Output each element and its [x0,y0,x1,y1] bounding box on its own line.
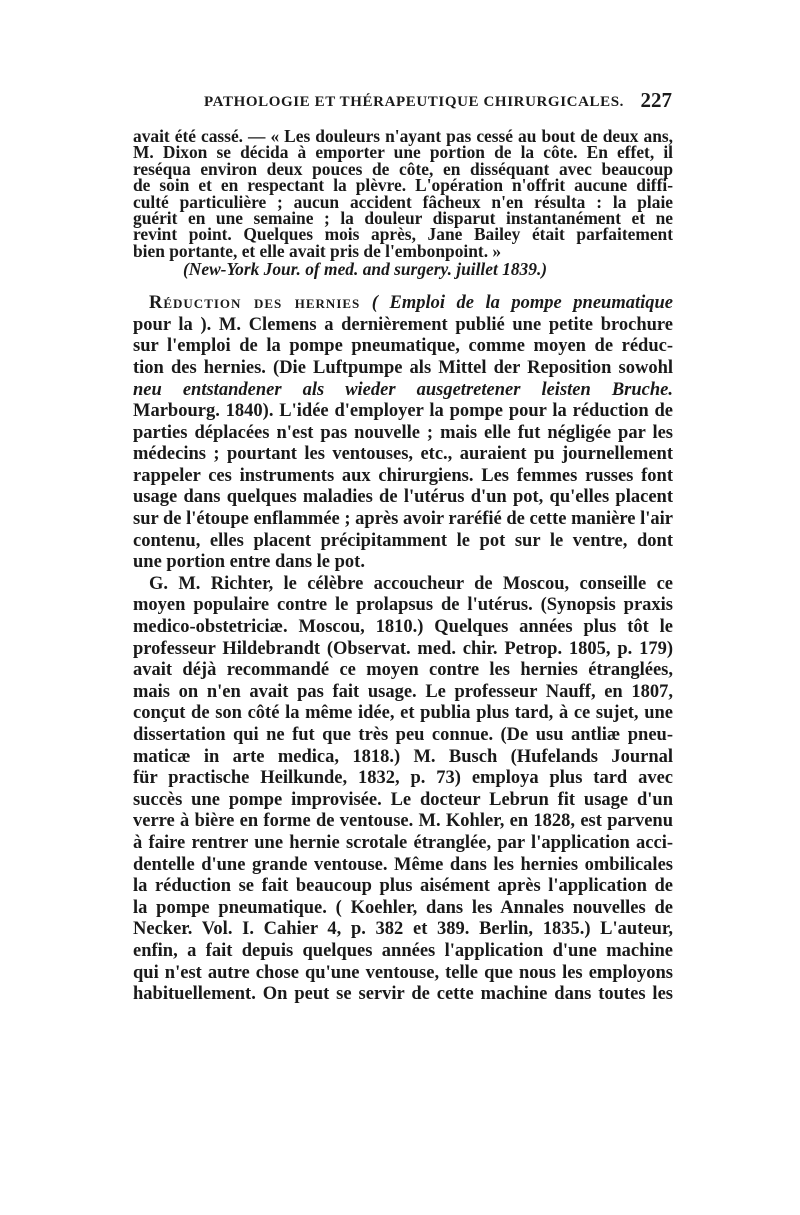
text-line: qui n'est autre chose qu'une ventouse, telle que nous les employons [133,962,673,983]
text-line: pour la ). M. Clemens a dernièrement publié une petite brochure [133,314,673,335]
text-line: médecins ; pourtant les ventouses, etc., auraient pu journellement [133,444,673,465]
text-line: rappeler ces instruments aux chirurgiens. Les femmes russes font [133,465,673,486]
paragraph-richter [133,574,673,1006]
text-line: maticæ in arte medica, 1818.) M. Busch (Hufelands Journal [133,746,673,767]
text-line: sur de l'étoupe enflammée ; après avoir raréfié de cette manière l'air [133,509,673,530]
text-line: mais on n'en avait pas fait usage. Le professeur Nauff, en 1807, [133,681,673,702]
text-line: avait déjà recommandé ce moyen contre les hernies étranglées, [133,660,673,681]
text-line: une portion entre dans le pot. [133,552,365,573]
page-header [130,88,672,122]
text-line: medico-obstetriciæ. Moscou, 1810.) Quelques années plus tôt le [133,617,673,638]
section-heading-line [133,293,673,315]
text-line: reséqua environ deux pouces de côte, en disséquant avec beaucoup [133,158,673,179]
page-number: 227 [640,88,672,112]
text-line: à faire rentrer une hernie scrotale étranglée, par l'application acci- [133,832,673,853]
paragraph-dixon-case [133,128,673,279]
text-line: la réduction se fait beaucoup plus aisément après l'application de [133,876,673,897]
text-line: usage dans quelques maladies de l'utérus d'un pot, qu'elles placent [133,487,673,508]
source-citation: (New-York Jour. of med. and surgery. juillet 1839.) [183,259,548,280]
text-line: professeur Hildebrandt (Observat. med. chir. Petrop. 1805, p. 179) [133,638,673,659]
text-line: M. Dixon se décida à emporter une portion de la côte. En effet, il [133,142,673,163]
text-line: bien portante, et elle avait pris de l'embonpoint. » [133,240,502,261]
text-line: moyen populaire contre le prolapsus de l'utérus. (Synopsis praxis [133,595,673,616]
text-line: la pompe pneumatique. ( Koehler, dans les Annales nouvelles de [133,897,673,918]
text-line: guérit en une semaine ; la douleur disparut instantanément et ne [133,207,673,228]
text-line: parties déplacées n'est pas nouvelle ; mais elle fut négligée par les [133,422,673,443]
text-line: tion des hernies. (Die Luftpumpe als Mittel der Reposition sowohl [133,357,673,378]
text-line: contenu, elles placent précipitamment le pot sur le ventre, dont [133,530,673,551]
section-title: Réduction des hernies [149,293,361,314]
text-line: avait été cassé. — « Les douleurs n'ayant pas cessé au bout de deux ans, [133,126,673,146]
text-line: Marbourg. 1840). L'idée d'employer la pompe pour la réduction de [133,401,673,422]
text-line: neu entstandener als wieder ausgetretener leisten Bruche. [133,379,673,400]
text-line: enfin, a fait depuis quelques années l'application d'une machine [133,940,673,961]
text-line: Necker. Vol. I. Cahier 4, p. 382 et 389. Berlin, 1835.) L'auteur, [133,919,673,940]
paragraph-hernia-reduction [133,293,673,574]
text-line: G. M. Richter, le célèbre accoucheur de Moscou, conseille ce [149,573,673,594]
text-line: revint point. Quelques mois après, Jane Bailey était parfaitement [133,224,673,245]
text-line: conçut de son côté la même idée, et publia plus tard, à ce sujet, une [133,703,673,724]
text-line: verre à bière en forme de ventouse. M. Kohler, en 1828, est parvenu [133,811,673,832]
text-line: für practische Heilkunde, 1832, p. 73) employa plus tard avec [133,768,673,789]
text-line: culté particulière ; aucun accident fâcheux n'en résulta : la plaie [133,191,673,212]
text-line: habituellement. On peut se servir de cette machine dans toutes les [133,984,673,1005]
section-subtitle: ( Emploi de la pompe pneumatique [360,293,673,314]
body-text [133,128,673,1006]
text-line: de soin et en respectant la plèvre. L'opération n'offrit aucune diffi- [133,175,673,196]
text-line: sur l'emploi de la pompe pneumatique, comme moyen de réduc- [133,336,673,357]
text-line: succès une pompe improvisée. Le docteur Lebrun fit usage d'un [133,789,673,810]
text-line: dentelle d'une grande ventouse. Même dans les hernies ombilicales [133,854,673,875]
running-head: PATHOLOGIE ET THÉRAPEUTIQUE CHIRURGICALES. [204,94,625,110]
text-line: dissertation qui ne fut que très peu connue. (De usu antliæ pneu- [133,725,673,745]
